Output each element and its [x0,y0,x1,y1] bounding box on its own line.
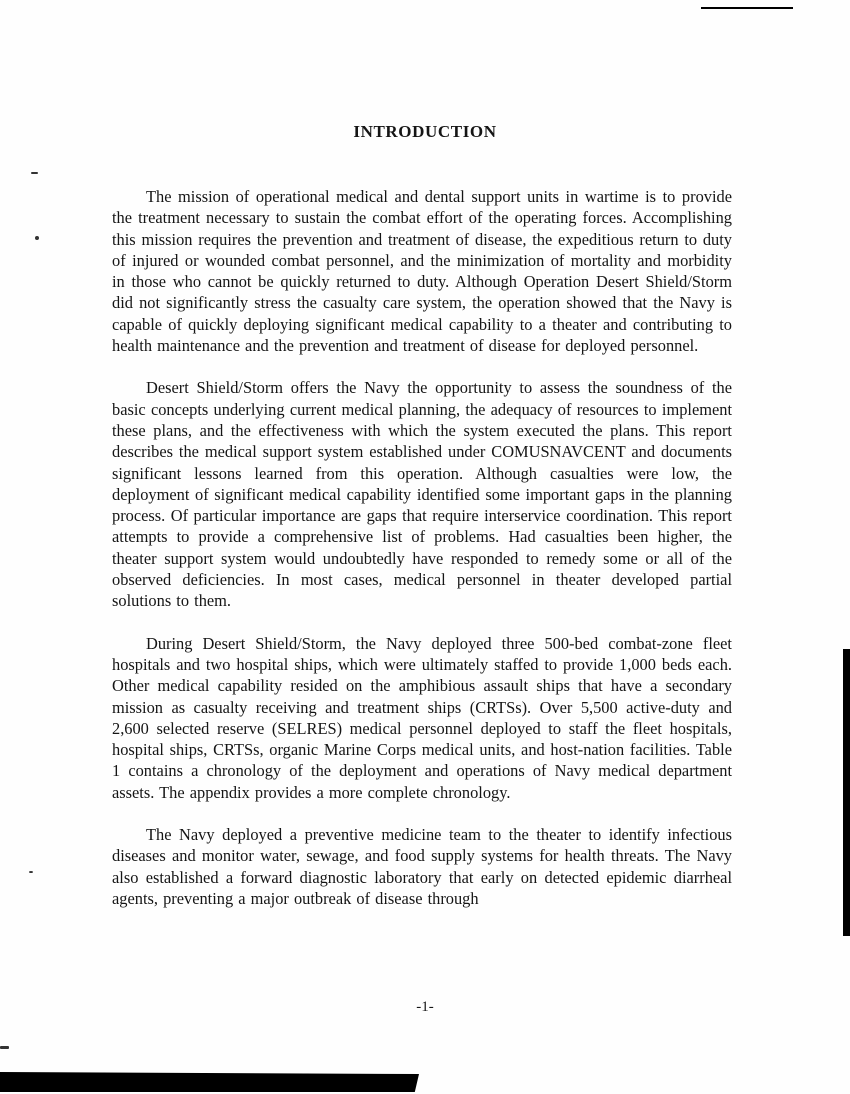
scan-speck [0,1046,9,1049]
scan-speck [31,172,38,174]
paragraph-2: Desert Shield/Storm offers the Navy the opportunity to assess the soundness of the basic concepts underlying current medical planning, the adequacy of resources to implement these plans, and the effectiveness with which the system executed the plans. This report describes the medical support system established under COMUSNAVCENT and documents significant lessons learned from this operation. Although casualties were low, the deployment of significant medical capability identified some important gaps in the planning process. Of particular importance are gaps that require interservice coordination. This report attempts to provide a comprehensive list of problems. Had casualties been higher, the theater support system would undoubtedly have responded to remedy some or all of the observed deficiencies. In most cases, medical personnel in theater developed partial solutions to them. [112,378,732,611]
paragraph-3: During Desert Shield/Storm, the Navy deployed three 500-bed combat-zone fleet hospitals and two hospital ships, which were ultimately staffed to provide 1,000 beds each. Other medical capability resided on the amphibious assault ships that have a secondary mission as casualty receiving and treatment ships (CRTSs). Over 5,500 active-duty and 2,600 selected reserve (SELRES) medical personnel deployed to staff the fleet hospitals, hospital ships, CRTSs, organic Marine Corps medical units, and host-nation facilities. Table 1 contains a chronology of the deployment and operations of Navy medical department assets. The appendix provides a more complete chronology. [112,633,732,802]
paragraph-1: The mission of operational medical and dental support units in wartime is to provide the treatment necessary to sustain the combat effort of the operating forces. Accomplishing this mission requires the prevention and treatment of disease, the expeditious return to duty of injured or wounded combat personnel, and the minimization of mortality and morbidity in those who cannot be quickly returned to duty. Although Operation Desert Shield/Storm did not significantly stress the casualty care system, the operation showed that the Navy is capable of quickly deploying significant medical capability to a theater and contributing to health maintenance and the prevention and treatment of disease for deployed personnel. [112,187,732,356]
page-title: INTRODUCTION [353,122,497,141]
document-body [112,186,732,930]
scan-artifact-top-line [701,7,793,9]
page-number: -1- [416,999,434,1015]
paragraph-4: The Navy deployed a preventive medicine team to the theater to identify infectious diseases and monitor water, sewage, and food supply systems for health threats. The Navy also established a forward diagnostic laboratory that early on detected epidemic diarrheal agents, preventing a major outbreak of disease through [112,825,732,908]
scan-artifact-bottom-bar [0,1072,419,1092]
scan-speck [35,236,39,240]
scan-speck [29,871,33,873]
scan-artifact-right-bar [843,649,850,936]
